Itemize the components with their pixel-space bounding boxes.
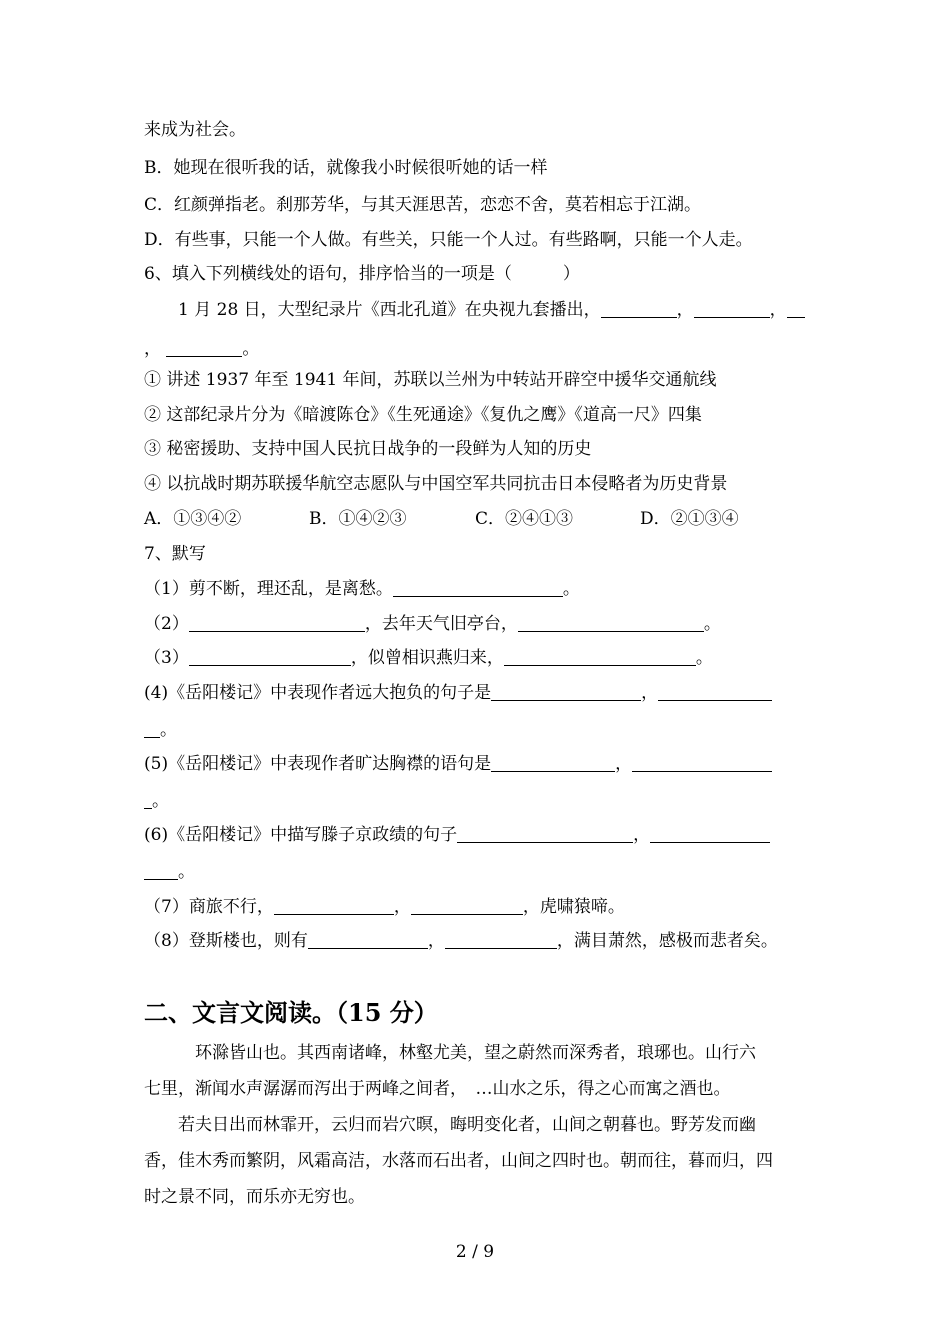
q6-blank-4: [166, 339, 242, 357]
passage-p1-line2: 七里，渐闻水声潺潺而泻出于两峰之间者， …山水之乐，得之心而寓之酒也。: [144, 1079, 731, 1099]
q6-blank-3: [787, 300, 805, 318]
q7-blank-9: [632, 754, 772, 772]
q7-blank-12: [274, 897, 394, 915]
q7-blank-4: [189, 648, 351, 666]
q6-passage-start: 1 月 28 日，大型纪录片《西北孔道》在央视九套播出，: [178, 300, 601, 320]
q7-blank-1: [393, 579, 563, 597]
q7-blank-11-cont: [144, 862, 178, 880]
q6-item-4: ④ 以抗战时期苏联援华航空志愿队与中国空军共同抗击日本侵略者为历史背景: [144, 474, 728, 494]
q7-line-5: (5)《岳阳楼记》中表现作者旷达胸襟的语句是 ，: [144, 752, 772, 776]
passage-p2-line3: 时之景不同，而乐亦无穷也。: [144, 1187, 365, 1207]
q7-line-7: （7）商旅不行， ， ，虎啸猿啼。: [144, 897, 625, 917]
q6-item-2: ② 这部纪录片分为《暗渡陈仓》《生死通途》《复仇之鹰》《道高一尺》四集: [144, 405, 702, 425]
q7-blank-15: [445, 931, 557, 949]
q6-stem: 6、填入下列横线处的语句，排序恰当的一项是（ ）: [144, 264, 580, 284]
q7-blank-9-cont: [144, 791, 152, 809]
q7-line-8: （8）登斯楼也，则有 ， ，满目萧然，感极而悲者矣。: [144, 931, 778, 951]
q7-line-1: （1）剪不断，理还乱，是离愁。 。: [144, 579, 580, 599]
section-heading: 二、文言文阅读。（15 分）: [144, 998, 438, 1027]
q7-line-4: (4)《岳阳楼记》中表现作者远大抱负的句子是 ，: [144, 681, 772, 705]
q6-option-c: C．②④①③: [475, 509, 574, 529]
q6-option-d: D．②①③④: [640, 509, 739, 529]
q6-item-1: ① 讲述 1937 年至 1941 年间，苏联以兰州为中转站开辟空中援华交通航线: [144, 370, 717, 390]
q6-blank-2: [694, 300, 770, 318]
passage-p1-line1: 环滁皆山也。其西南诸峰，林壑尤美，望之蔚然而深秀者，琅琊也。山行六: [195, 1043, 756, 1063]
q7-line-6: (6)《岳阳楼记》中描写滕子京政绩的句子 ，: [144, 823, 770, 847]
q7-blank-3: [518, 614, 704, 632]
q7-title: 7、默写: [144, 544, 206, 564]
q5-line-a: 来成为社会。: [144, 120, 246, 140]
q6-option-b: B．①④②③: [309, 509, 407, 529]
q5-option-d: D．有些事，只能一个人做。有些关，只能一个人过。有些路啊，只能一个人走。: [144, 230, 753, 250]
q5-option-b: B．她现在很听我的话，就像我小时候很听她的话一样: [144, 158, 548, 178]
q7-blank-5: [504, 648, 696, 666]
q6-passage-line2: ， 。: [144, 339, 260, 359]
passage-p2-line2: 香，佳木秀而繁阴，风霜高洁，水落而石出者，山间之四时也。朝而往，暮而归，四: [144, 1151, 773, 1171]
q7-line-3: （3） ，似曾相识燕归来， 。: [144, 648, 713, 668]
q7-blank-6: [491, 683, 641, 701]
q7-line-2: （2） ，去年天气旧亭台， 。: [144, 614, 721, 634]
q7-line-5-cont: 。: [144, 789, 169, 813]
q7-blank-7: [658, 683, 772, 701]
q7-blank-8: [491, 754, 615, 772]
q7-blank-2: [189, 614, 365, 632]
q6-option-a: A．①③④②: [144, 509, 242, 529]
q7-blank-11: [650, 825, 770, 843]
q7-blank-14: [308, 931, 428, 949]
q7-blank-13: [411, 897, 523, 915]
q7-blank-10: [457, 825, 633, 843]
q5-option-c: C．红颜弹指老。刹那芳华，与其天涯思苦，恋恋不舍，莫若相忘于江湖。: [144, 195, 702, 215]
q6-item-3: ③ 秘密援助、支持中国人民抗日战争的一段鲜为人知的历史: [144, 439, 592, 459]
passage-p2-line1: 若夫日出而林霏开，云归而岩穴暝，晦明变化者，山间之朝暮也。野芳发而幽: [178, 1115, 756, 1135]
q6-blank-1: [601, 300, 677, 318]
page-number: 2 / 9: [455, 1242, 495, 1262]
q7-line-6-cont: 。: [144, 860, 195, 884]
q6-passage-line1: 1 月 28 日，大型纪录片《西北孔道》在央视九套播出， ， ，: [178, 298, 805, 322]
q7-line-4-cont: 。: [144, 718, 177, 742]
q7-blank-7-cont: [144, 720, 160, 738]
